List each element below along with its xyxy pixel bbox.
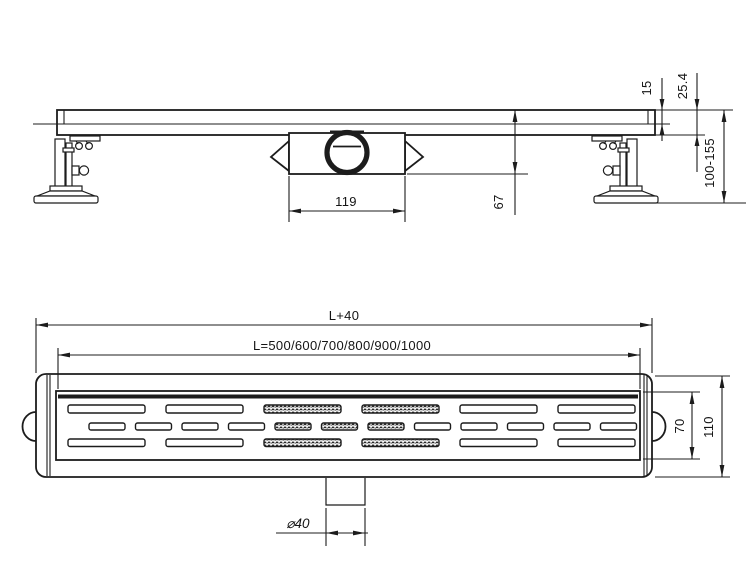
dim-trap-width-label: 119	[335, 194, 357, 209]
knob-stem	[72, 166, 79, 175]
drain-trap	[271, 132, 423, 174]
dim-overall-length-label: L+40	[328, 308, 360, 323]
dim-overall-width-label: 110	[701, 416, 716, 438]
grate-slot-textured	[264, 439, 341, 447]
leg-post	[55, 139, 65, 191]
grate-slot-textured	[362, 405, 439, 413]
dim-edge-height-label: 25.4	[675, 72, 690, 100]
dim-trap-depth-label: 67	[491, 194, 506, 210]
plan-view	[23, 308, 731, 546]
grate-slot	[558, 439, 635, 447]
clip-plate	[70, 136, 100, 141]
outlet-circle	[327, 133, 367, 173]
dim-edge-height	[675, 73, 699, 172]
grate-slot	[558, 405, 635, 413]
dim-foot-height	[702, 110, 726, 203]
right-leg	[592, 136, 658, 203]
trap-right-wing	[405, 141, 423, 171]
dim-foot-height-label: 100-155	[702, 138, 717, 188]
left-leg	[34, 136, 100, 203]
grate-slot	[415, 423, 451, 430]
dim-trap-width	[289, 176, 405, 222]
grate-slot	[554, 423, 590, 430]
dim-length-options-label: L=500/600/700/800/900/1000	[252, 338, 432, 353]
dim-outlet-diameter-label: ⌀40	[286, 516, 310, 531]
clip-hook-icon	[76, 143, 83, 150]
trap-left-wing	[271, 141, 289, 171]
grate-slot	[136, 423, 172, 430]
foot-neck	[50, 186, 82, 191]
grate-slot	[68, 405, 145, 413]
foot-cone	[37, 191, 95, 196]
dim-grate-width-label: 70	[672, 418, 687, 434]
adjust-knob	[79, 166, 88, 175]
dim-outlet-diameter	[276, 508, 368, 546]
foot-base	[34, 196, 98, 203]
grate-slot	[68, 439, 145, 447]
grate-slot	[601, 423, 637, 430]
grate-slot-textured	[264, 405, 341, 413]
grate-slot	[182, 423, 218, 430]
grate-slot-textured	[322, 423, 358, 430]
grate-slot-textured	[368, 423, 404, 430]
dim-grate-lip-label: 15	[639, 80, 654, 96]
leg-notch	[63, 148, 74, 152]
right-end-arc	[652, 412, 666, 441]
grate-slot	[460, 439, 537, 447]
grate-slot	[166, 405, 243, 413]
grate-slot	[89, 423, 125, 430]
outlet-pipe	[326, 478, 365, 505]
side-view	[33, 73, 746, 222]
grate-slot	[461, 423, 497, 430]
left-end-arc	[23, 412, 36, 441]
grate-slot-textured	[362, 439, 439, 447]
grate-slot	[166, 439, 243, 447]
grate-slot-textured	[275, 423, 311, 430]
grate-slot	[229, 423, 265, 430]
grate-slot	[460, 405, 537, 413]
grate-slot	[508, 423, 544, 430]
clip-hook-icon	[86, 143, 93, 150]
